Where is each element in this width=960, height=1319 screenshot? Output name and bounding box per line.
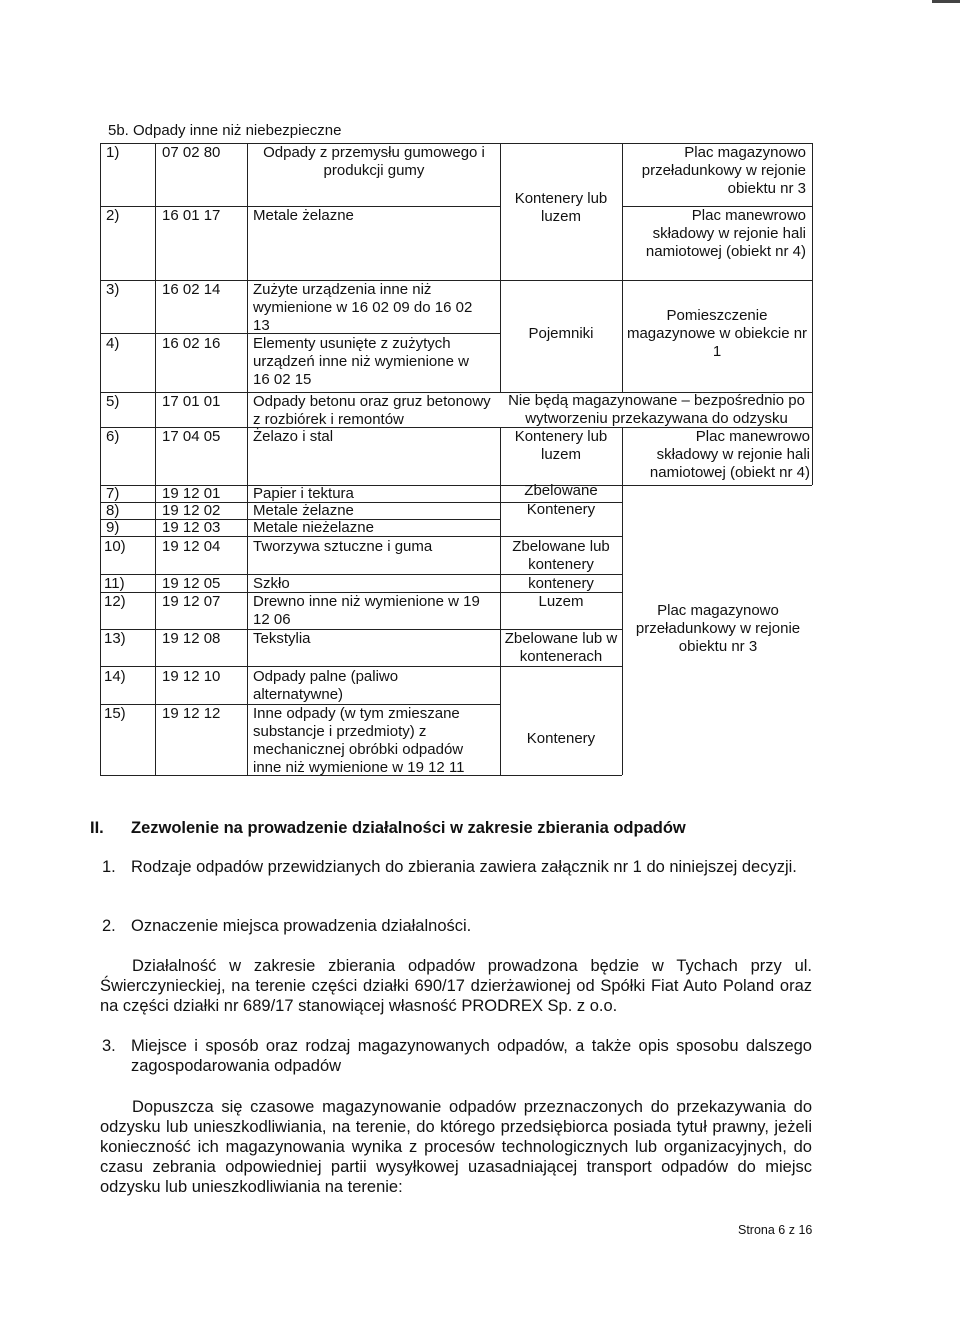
storage-place-cell: Pomieszczenie magazynowe w obiekcie nr 1 [626,307,808,360]
col-divider-1 [155,143,156,775]
waste-description: Metale żelazne [253,502,354,519]
waste-code: 16 01 17 [162,207,221,224]
row-number: 7) [106,485,120,502]
waste-code: 19 12 03 [162,519,221,536]
storage-place-cell: Plac magazynowo przeładunkowy w rejonie obiektu nr 3 [635,602,801,655]
row-number: 12) [104,593,126,610]
row-number: 4) [106,335,120,352]
waste-description: Odpady palne (paliwo alternatywne) [253,668,399,703]
waste-description: Tekstylia [253,630,311,647]
waste-code: 19 12 05 [162,575,221,592]
item-number: 3. [102,1037,116,1055]
row5-storage-note: Nie będą magazynowane – bezpośrednio po wytworzeniu przekazywana do odzysku [508,392,805,427]
container-cell: Pojemniki [528,325,594,342]
row-line-13 [100,666,622,667]
waste-description: Tworzywa sztuczne i guma [253,538,433,555]
waste-description: Inne odpady (w tym zmieszane substancje i przedmioty) z mechanicznej obróbki odpadów inne niż wymienione w 19 12 11 [253,705,465,776]
container-cell: Kontenery lub luzem [514,190,608,225]
row-number: 11) [104,575,125,592]
row-number: 8) [106,502,120,519]
container-cell: Zbelowane lub w kontenerach [504,630,618,665]
container-cell: kontenery [528,575,594,592]
row-number: 14) [104,668,126,685]
col-divider-3a [500,143,501,392]
item-number: 2. [102,917,116,935]
storage-place-cell: Plac manewrowo składowy w rejonie hali namiotowej (obiekt nr 4) [645,207,806,260]
storage-place-cell: Plac magazynowo przeładunkowy w rejonie obiektu nr 3 [641,144,806,197]
waste-code: 17 04 05 [162,428,221,445]
section-title: Zezwolenie na prowadzenie działalności w zakresie zbierania odpadów [131,819,686,837]
row-number: 6) [106,428,120,445]
waste-description: Zużyte urządzenia inne niż wymienione w 16 02 09 do 16 02 13 [253,281,473,334]
row-number: 5) [106,393,120,410]
waste-code: 16 02 14 [162,281,221,298]
container-cell: Luzem [538,593,584,610]
row-number: 9) [106,519,120,536]
waste-description: Odpady betonu oraz gruz betonowy z rozbiórek i remontów [253,393,491,428]
scan-mark [932,0,960,3]
waste-description: Drewno inne niż wymienione w 19 12 06 [253,593,480,628]
waste-description: Szkło [253,575,290,592]
location-paragraph: Działalność w zakresie zbierania odpadów prowadzona będzie w Tychach przy ul. Świerczynieckiej, na terenie części działki 690/17 dzierżawionej od Spółki Fiat Auto Poland oraz na części działki nr 689/17 stanowiącej własność PRODREX Sp. z o.o. [100,957,812,1015]
item-number: 1. [102,858,116,876]
page-number: Strona 6 z 16 [738,1223,813,1237]
row-number: 10) [104,538,126,555]
item-text: Miejsce i sposób oraz rodzaj magazynowanych odpadów, a także opis sposobu dalszego zagospodarowania odpadów [131,1037,812,1075]
waste-code: 17 01 01 [162,393,221,410]
waste-code: 19 12 01 [162,485,221,502]
waste-description: Papier i tektura [253,485,354,502]
storage-place-cell: Plac manewrowo składowy w rejonie hali namiotowej (obiekt nr 4) [649,428,810,481]
container-cell: Zbelowane lub kontenery [512,538,610,573]
waste-description: Metale żelazne [253,207,354,224]
item-text: Rodzaje odpadów przewidzianych do zbierania zawiera załącznik nr 1 do niniejszej decyzji. [131,858,797,876]
waste-code: 19 12 10 [162,668,221,685]
item-text: Oznaczenie miejsca prowadzenia działalności. [131,917,472,935]
waste-code: 19 12 04 [162,538,221,555]
table-border-right [812,143,813,485]
table-border-left [100,143,101,775]
waste-description: Elementy usunięte z zużytych urządzeń inne niż wymienione w 16 02 15 [253,335,469,388]
waste-code: 19 12 08 [162,630,221,647]
col-divider-4b [622,427,623,775]
row-number: 13) [104,630,126,647]
row-number: 15) [104,705,126,722]
waste-code: 16 02 16 [162,335,221,352]
waste-code: 19 12 12 [162,705,221,722]
row-number: 2) [106,207,120,224]
waste-code: 19 12 07 [162,593,221,610]
container-cell: Kontenery [526,730,596,747]
waste-code: 07 02 80 [162,144,221,161]
waste-description: Żelazo i stal [253,428,334,445]
section-numeral: II. [90,819,104,837]
container-cell: Zbelowane [524,482,598,499]
waste-description: Metale nieżelazne [253,519,374,536]
row-number: 1) [106,144,120,161]
table-heading: 5b. Odpady inne niż niebezpieczne [108,122,342,139]
waste-description: Odpady z przemysłu gumowego i produkcji gumy [263,144,485,179]
container-cell: Kontenery lub luzem [514,428,608,463]
col-divider-2 [247,143,248,775]
storage-paragraph: Dopuszcza się czasowe magazynowanie odpadów przeznaczonych do przekazywania do odzysku lub unieszkodliwiania, na terenie, do którego przedsiębiorca posiada tytuł prawny, jeżeli konieczność ich magazynowania wynika z procesów technologicznych lub organizacyjnych, do czasu zebrania odpowiedniej partii wysyłkowej uzasadniającej transport odpadów do miejsc odzysku lub unieszkodliwiania na terenie: [100,1098,812,1196]
row-number: 3) [106,281,120,298]
waste-code: 19 12 02 [162,502,221,519]
container-cell: Kontenery [526,501,596,518]
